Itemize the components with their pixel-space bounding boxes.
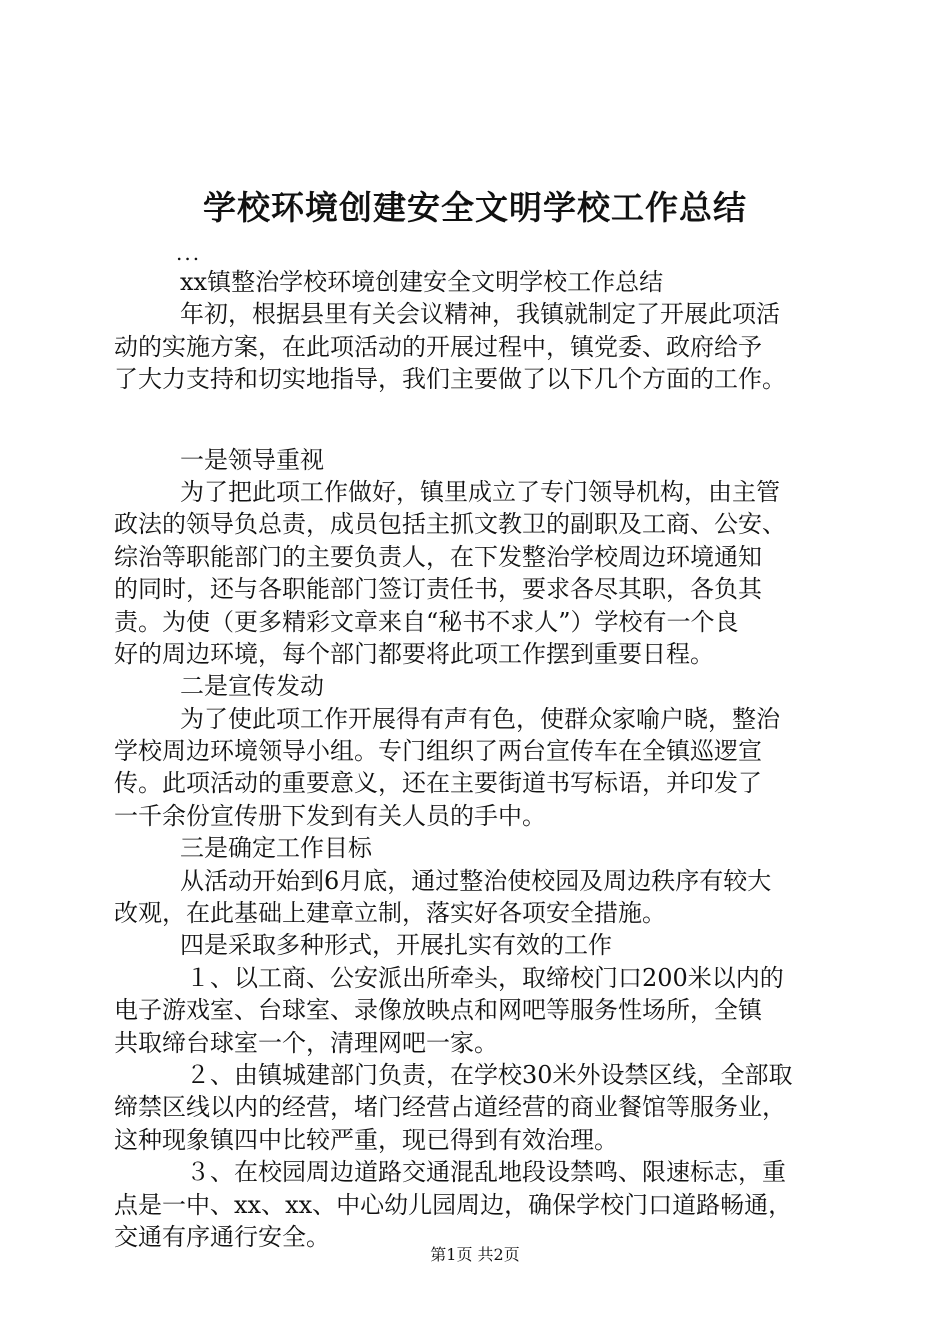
list-item-line: ２、由镇城建部门负责，在学校30米外设禁区线，全部取 bbox=[186, 1060, 793, 1089]
paragraph-line: 了大力支持和切实地指导，我们主要做了以下几个方面的工作。 bbox=[114, 365, 786, 394]
section-heading: 四是采取多种形式，开展扎实有效的工作 bbox=[180, 931, 612, 960]
section-heading: 一是领导重视 bbox=[180, 445, 324, 474]
paragraph-line: 改观，在此基础上建章立制，落实好各项安全措施。 bbox=[114, 899, 666, 928]
paragraph-line: 好的周边环境，每个部门都要将此项工作摆到重要日程。 bbox=[114, 639, 714, 668]
section-heading: 三是确定工作目标 bbox=[180, 834, 372, 863]
paragraph-line: 一千余份宣传册下发到有关人员的手中。 bbox=[114, 801, 546, 830]
paragraph-line: 点是一中、xx、xx、中心幼儿园周边，确保学校门口道路畅通， bbox=[114, 1190, 793, 1219]
paragraph-line: 年初，根据县里有关会议精神，我镇就制定了开展此项活 bbox=[180, 300, 780, 329]
document-body bbox=[114, 240, 840, 1253]
paragraph-line: 综治等职能部门的主要负责人，在下发整治学校周边环境通知 bbox=[114, 542, 762, 571]
paragraph-line: 的同时，还与各职能部门签订责任书，要求各尽其职，各负其 bbox=[114, 575, 762, 604]
section-heading: 二是宣传发动 bbox=[180, 672, 324, 701]
ellipsis-marker: ... bbox=[176, 241, 202, 265]
paragraph-line: 政法的领导负总责，成员包括主抓文教卫的副职及工商、公安、 bbox=[114, 510, 786, 539]
paragraph-line: 从活动开始到6月底，通过整治使校园及周边秩序有较大 bbox=[180, 866, 772, 895]
paragraph-line: 为了使此项工作开展得有声有色，使群众家喻户晓，整治 bbox=[180, 704, 780, 733]
paragraph-line: 这种现象镇四中比较严重，现已得到有效治理。 bbox=[114, 1125, 618, 1154]
paragraph-line: 交通有序通行安全。 bbox=[114, 1222, 330, 1251]
paragraph-line: 学校周边环境领导小组。专门组织了两台宣传车在全镇巡逻宣 bbox=[114, 737, 762, 766]
paragraph-line: 传。此项活动的重要意义，还在主要街道书写标语，并印发了 bbox=[114, 769, 762, 798]
page-footer: 第1页 共2页 bbox=[430, 1245, 520, 1264]
paragraph-line: 缔禁区线以内的经营，堵门经营占道经营的商业餐馆等服务业， bbox=[114, 1093, 786, 1122]
paragraph-line: 为了把此项工作做好，镇里成立了专门领导机构，由主管 bbox=[180, 477, 780, 506]
paragraph-line: 共取缔台球室一个，清理网吧一家。 bbox=[114, 1028, 498, 1057]
blank-line bbox=[114, 396, 840, 444]
paragraph-line: 责。为使（更多精彩文章来自“秘书不求人”）学校有一个良 bbox=[114, 607, 739, 636]
document-title: 学校环境创建安全文明学校工作总结 bbox=[203, 188, 747, 227]
subtitle-line: xx镇整治学校环境创建安全文明学校工作总结 bbox=[180, 268, 664, 296]
paragraph-line: 电子游戏室、台球室、录像放映点和网吧等服务性场所，全镇 bbox=[114, 996, 762, 1025]
list-item-line: ３、在校园周边道路交通混乱地段设禁鸣、限速标志，重 bbox=[186, 1158, 786, 1187]
list-item-line: １、以工商、公安派出所牵头，取缔校门口200米以内的 bbox=[186, 963, 784, 992]
paragraph-line: 动的实施方案，在此项活动的开展过程中，镇党委、政府给予 bbox=[114, 332, 762, 361]
